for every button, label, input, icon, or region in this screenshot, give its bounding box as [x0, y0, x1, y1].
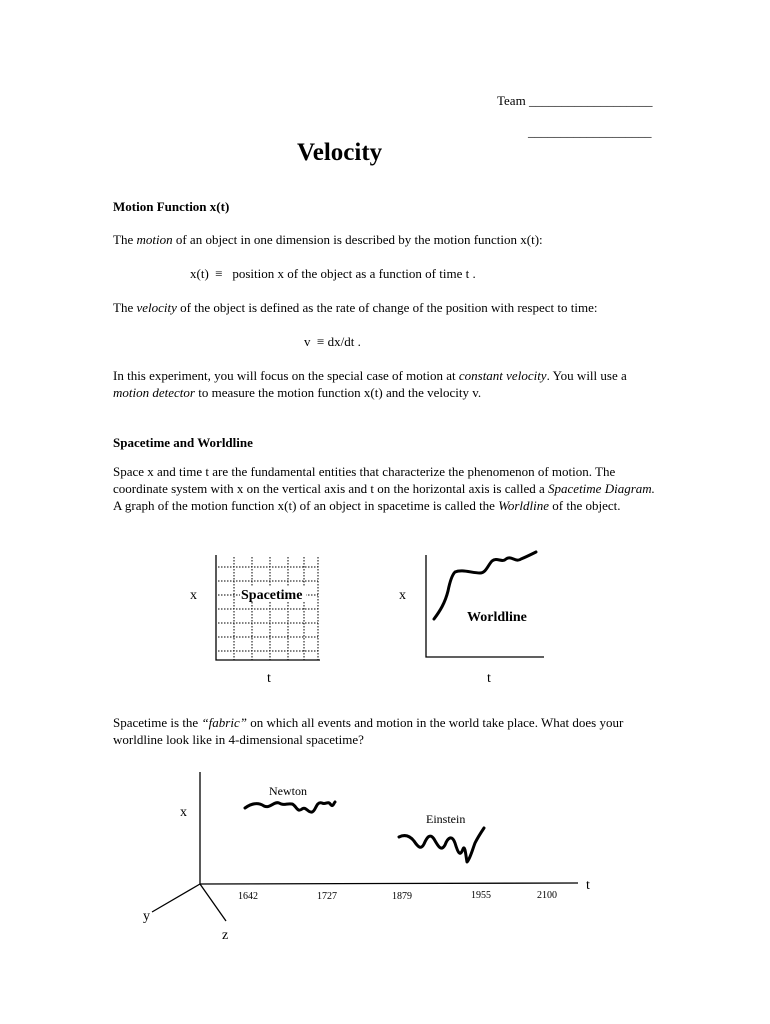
paragraph-experiment: In this experiment, you will focus on the special case of motion at constant velocity. You will use a motion detector to measure the motion function x(t) and the velocity v.: [113, 368, 627, 400]
paragraph-motion-intro: The motion of an object in one dimension is described by the motion function x(t):: [113, 232, 543, 247]
team-member-blank[interactable]: ___________________: [528, 124, 652, 139]
axis-y: [152, 884, 200, 912]
worldline-x-axis-label: x: [399, 588, 406, 603]
newton-worldline: [245, 802, 335, 812]
year-label: 1727: [317, 891, 337, 902]
x-axis-label: x: [180, 805, 187, 820]
year-label: 2100: [537, 890, 557, 901]
grid-lines: [218, 557, 318, 660]
equation-motion-function: x(t) ≡ position x of the object as a function of time t .: [190, 266, 476, 281]
section-heading-spacetime: Spacetime and Worldline: [113, 435, 253, 450]
worldline-t-axis-label: t: [487, 671, 491, 686]
axis-t: [200, 883, 578, 884]
year-label: 1955: [471, 890, 491, 901]
team-name-blank[interactable]: ___________________: [528, 93, 653, 108]
grid-label: Spacetime: [241, 588, 303, 603]
grid-t-axis-label: t: [267, 671, 271, 686]
paragraph-spacetime: Space x and time t are the fundamental entities that characterize the phenomenon of motion. The coordinate system with x on the vertical axis and t on the horizontal axis is called a Spacetime Diagram. A graph of the motion function x(t) of an object in spacetime is called the Worldline of the object.: [113, 464, 655, 513]
t-axis-label: t: [586, 878, 590, 893]
page-title: Velocity: [297, 139, 383, 166]
worldline-label: Worldline: [467, 610, 527, 625]
z-axis-label: z: [222, 928, 229, 943]
worldline-curve: [434, 552, 536, 619]
year-label: 1879: [392, 891, 412, 902]
paragraph-velocity-definition: The velocity of the object is defined as the rate of change of the position with respect to time:: [113, 300, 598, 315]
team-label: Team ___________________: [497, 93, 653, 108]
paragraph-fabric: Spacetime is the “fabric” on which all events and motion in the world take place. What does your worldline look like in 4-dimensional spacetime?: [113, 715, 624, 747]
year-label: 1642: [238, 891, 258, 902]
axis-z: [200, 884, 226, 921]
einstein-label: Einstein: [426, 812, 466, 826]
einstein-worldline: [399, 828, 484, 862]
newton-label: Newton: [269, 784, 307, 798]
y-axis-label: y: [143, 909, 150, 924]
equation-velocity: v ≡ dx/dt .: [304, 334, 361, 349]
section-heading-motion-function: Motion Function x(t): [113, 199, 230, 214]
grid-x-axis-label: x: [190, 588, 197, 603]
spacetime-4d-diagram: [0, 765, 770, 965]
